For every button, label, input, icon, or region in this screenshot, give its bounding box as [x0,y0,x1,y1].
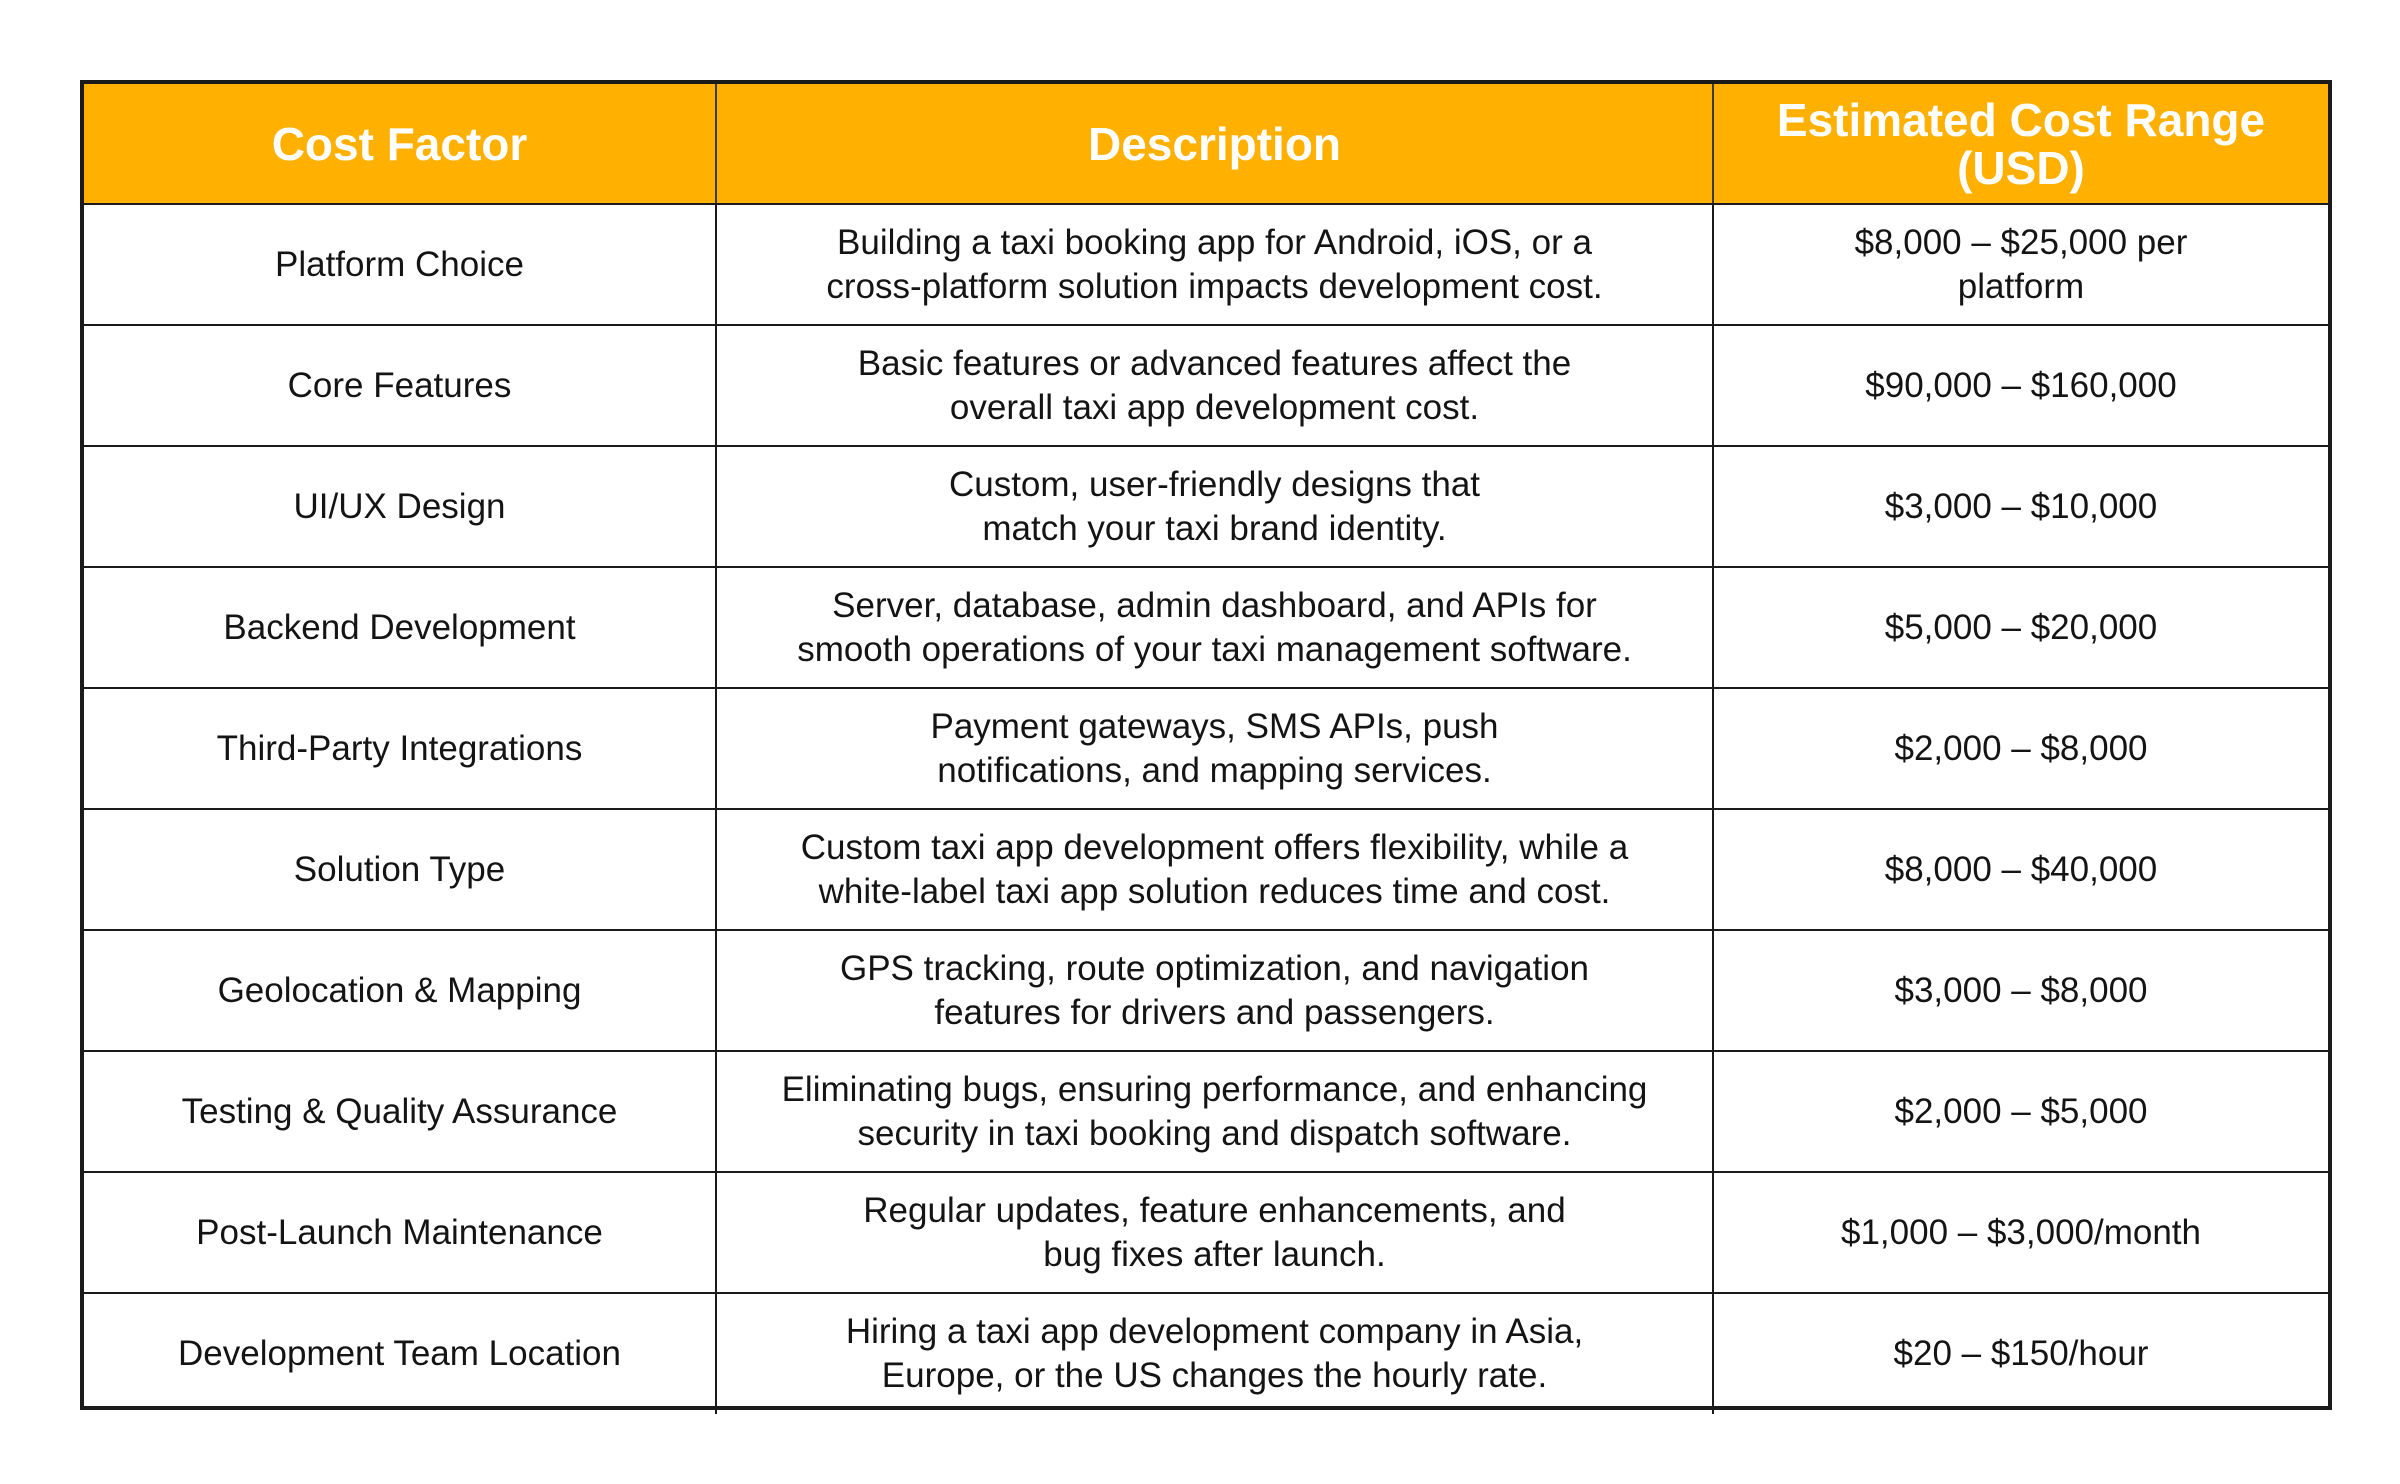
cost-table-container [80,80,2332,1410]
cost-range-cell: $20 – $150/hour [1893,1334,2149,1373]
table-row [84,688,2328,809]
cost-factor-cell: Development Team Location [84,1293,716,1414]
description-cell: Payment gateways, SMS APIs, push notifications, and mapping services. [716,688,1713,809]
table-row [84,1293,2328,1414]
table-row [84,1051,2328,1172]
cost-range-cell: $1,000 – $3,000/month [1713,1172,2328,1293]
header-cost-factor: Cost Factor [84,84,716,204]
cost-factor-cell: UI/UX Design [84,446,716,567]
table-row [84,204,2328,325]
description-cell: Basic features or advanced features affect the overall taxi app development cost. [716,325,1713,446]
header-row [84,84,2328,204]
cost-range-cell: $8,000 – $25,000 per platform [1713,204,2328,325]
cost-range-cell: $2,000 – $5,000 [1713,1051,2328,1172]
table-row [84,567,2328,688]
description-cell: Custom taxi app development offers flexibility, while a white-label taxi app solution reduces time and cost. [716,809,1713,930]
description-cell: GPS tracking, route optimization, and navigation features for drivers and passengers. [716,930,1713,1051]
description-cell: Server, database, admin dashboard, and APIs for smooth operations of your taxi management software. [716,567,1713,688]
cost-range-cell: $90,000 – $160,000 [1713,325,2328,446]
cost-range-cell: $3,000 – $8,000 [1713,930,2328,1051]
cost-factor-cell: Solution Type [84,809,716,930]
description-cell: Building a taxi booking app for Android, iOS, or a cross-platform solution impacts development cost. [716,204,1713,325]
cost-factor-cell: Geolocation & Mapping [84,930,716,1051]
cost-range-cell: $2,000 – $8,000 [1713,688,2328,809]
table-row [84,930,2328,1051]
description-cell: Custom, user-friendly designs that match your taxi brand identity. [716,446,1713,567]
cost-range-cell: $5,000 – $20,000 [1713,567,2328,688]
cost-factor-cell: Platform Choice [84,204,716,325]
header-description: Description [716,84,1713,204]
cost-table [84,84,2328,1414]
table-header [84,84,2328,204]
cost-factor-cell: Core Features [84,325,716,446]
cost-range-cell: $8,000 – $40,000 [1713,809,2328,930]
cost-factor-cell: Third-Party Integrations [84,688,716,809]
table-row [84,446,2328,567]
table-row [84,325,2328,446]
table-row [84,809,2328,930]
table-row [84,1172,2328,1293]
cost-factor-cell: Testing & Quality Assurance [84,1051,716,1172]
table-body [84,204,2328,1414]
cost-factor-cell: Backend Development [84,567,716,688]
description-cell: Eliminating bugs, ensuring performance, and enhancing security in taxi booking and dispatch software. [716,1051,1713,1172]
header-estimated-cost-range: Estimated Cost Range (USD) [1713,84,2328,204]
description-cell: Regular updates, feature enhancements, and bug fixes after launch. [716,1172,1713,1293]
cost-factor-cell: Post-Launch Maintenance [84,1172,716,1293]
description-cell: Hiring a taxi app development company in Asia, Europe, or the US changes the hourly rate. [716,1293,1713,1414]
cost-range-cell: $3,000 – $10,000 [1713,446,2328,567]
